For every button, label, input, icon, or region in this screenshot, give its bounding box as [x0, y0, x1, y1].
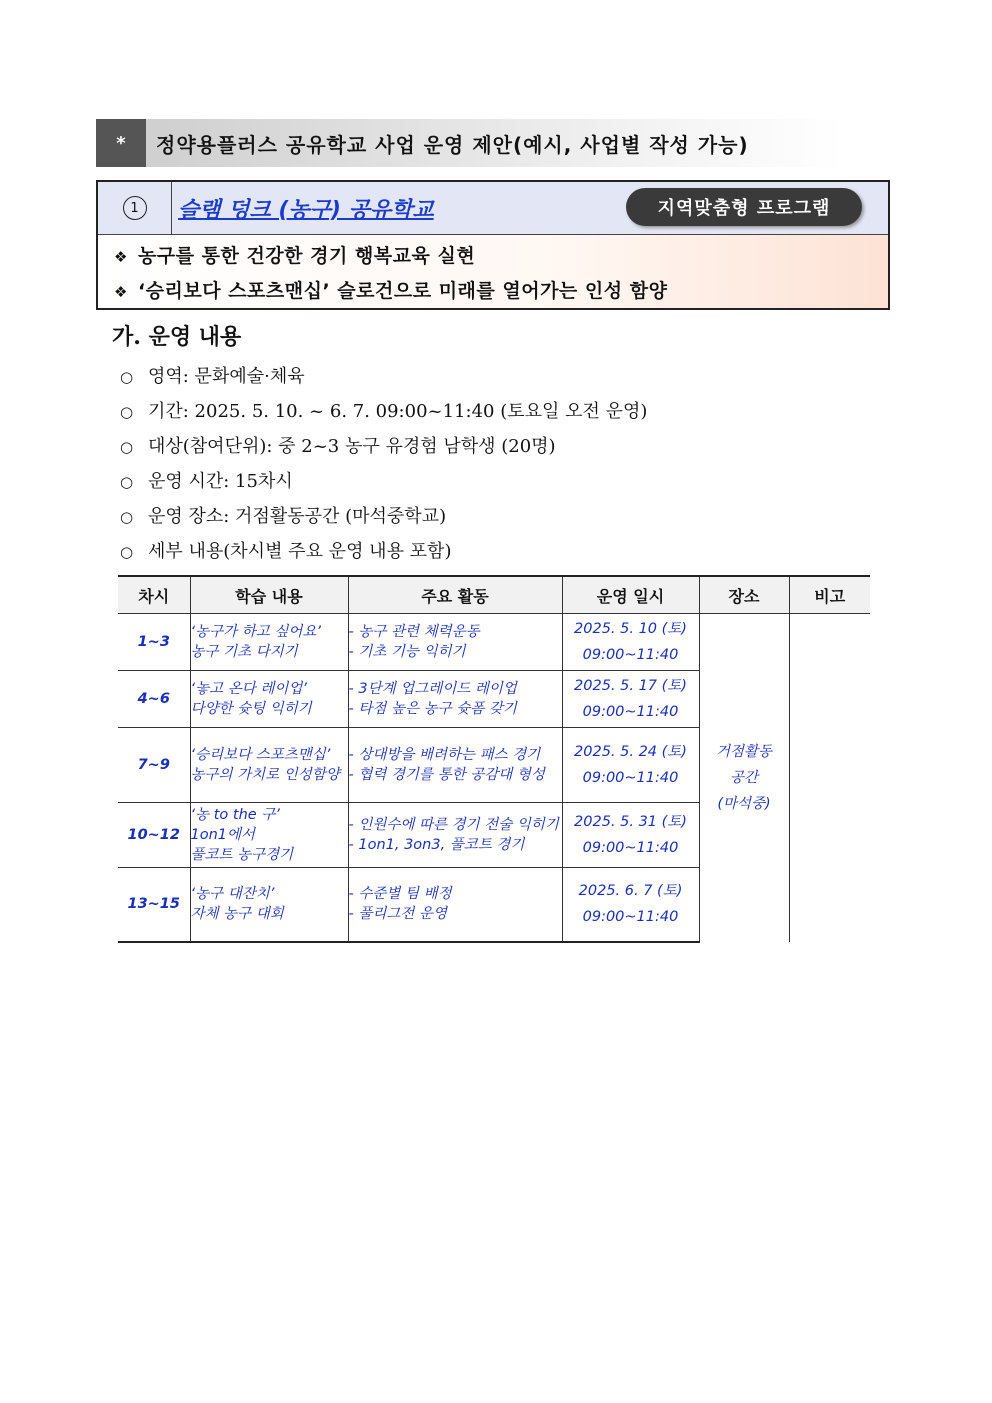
session-cell: 1~3: [118, 614, 190, 671]
program-badge: 지역맞춤형 프로그램: [626, 188, 862, 226]
info-item-place: ○ 운영 장소: 거점활동공간 (마석중학교): [120, 506, 447, 527]
activities-cell: - 인원수에 따른 경기 전술 익히기 - 1on1, 3on3, 풀코트 경기: [348, 803, 562, 868]
activities-cell: - 3단계 업그레이드 레이업 - 타점 높은 농구 슛폼 갖기: [348, 671, 562, 728]
diamond-bullet-icon: ❖: [114, 283, 128, 301]
learn-cell: ‘놓고 온다 레이업’ 다양한 슛팅 익히기: [190, 671, 348, 728]
header-marker: *: [96, 119, 146, 167]
activities-cell: - 농구 관련 체력운동 - 기초 기능 익히기: [348, 614, 562, 671]
program-number: 1: [123, 196, 147, 220]
col-header-session: 차시: [118, 576, 190, 614]
page-title: 정약용플러스 공유학교 사업 운영 제안(예시, 사업별 작성 가능): [146, 119, 842, 167]
col-header-date: 운영 일시: [562, 576, 699, 614]
program-box: [96, 180, 890, 310]
program-goal: ❖ 농구를 통한 건강한 경기 행복교육 실현: [114, 245, 476, 267]
program-title-cell: [172, 182, 888, 234]
col-header-activities: 주요 활동: [348, 576, 562, 614]
learn-cell: ‘농 to the 구’ 1on1에서 풀코트 농구경기: [190, 803, 348, 868]
program-title: 슬램 덩크 (농구) 공유학교: [178, 197, 434, 223]
circle-bullet-icon: ○: [120, 543, 134, 561]
date-cell: 2025. 6. 7 (토) 09:00~11:40: [562, 868, 699, 942]
circle-bullet-icon: ○: [120, 403, 134, 421]
program-goals: [98, 235, 888, 308]
session-cell: 10~12: [118, 803, 190, 868]
activities-cell: - 수준별 팀 배정 - 풀리그전 운영: [348, 868, 562, 942]
learn-cell: ‘농구 대잔치’ 자체 농구 대회: [190, 868, 348, 942]
schedule-table: [118, 575, 870, 943]
date-cell: 2025. 5. 31 (토) 09:00~11:40: [562, 803, 699, 868]
info-item-period: ○ 기간: 2025. 5. 10. ~ 6. 7. 09:00~11:40 (토요일 오전 운영): [120, 401, 648, 422]
session-cell: 4~6: [118, 671, 190, 728]
session-cell: 13~15: [118, 868, 190, 942]
session-cell: 7~9: [118, 728, 190, 803]
circle-bullet-icon: ○: [120, 473, 134, 491]
learn-cell: ‘농구가 하고 싶어요’ 농구 기초 다지기: [190, 614, 348, 671]
date-cell: 2025. 5. 10 (토) 09:00~11:40: [562, 614, 699, 671]
page-header: [96, 119, 842, 167]
table-header-row: [118, 576, 870, 614]
col-header-place: 장소: [699, 576, 789, 614]
circle-bullet-icon: ○: [120, 368, 134, 386]
info-item-target: ○ 대상(참여단위): 중 2~3 농구 유경험 남학생 (20명): [120, 436, 556, 457]
place-cell: 거점활동 공간 (마석중): [699, 614, 789, 942]
col-header-learn: 학습 내용: [190, 576, 348, 614]
date-cell: 2025. 5. 17 (토) 09:00~11:40: [562, 671, 699, 728]
table-row: [118, 614, 870, 671]
date-cell: 2025. 5. 24 (토) 09:00~11:40: [562, 728, 699, 803]
circle-bullet-icon: ○: [120, 438, 134, 456]
col-header-note: 비고: [789, 576, 870, 614]
info-item-area: ○ 영역: 문화예술·체육: [120, 366, 305, 387]
diamond-bullet-icon: ❖: [114, 248, 128, 266]
learn-cell: ‘승리보다 스포츠맨십’ 농구의 가치로 인성함양: [190, 728, 348, 803]
note-cell: [789, 614, 870, 942]
section-heading: 가. 운영 내용: [112, 324, 242, 350]
program-goal: ❖ ‘승리보다 스포츠맨십’ 슬로건으로 미래를 열어가는 인성 함양: [114, 280, 668, 302]
circle-bullet-icon: ○: [120, 508, 134, 526]
info-item-details: ○ 세부 내용(차시별 주요 운영 내용 포함): [120, 541, 452, 562]
program-title-row: [98, 182, 888, 235]
program-number-cell: [98, 182, 172, 234]
activities-cell: - 상대방을 배려하는 패스 경기 - 협력 경기를 통한 공감대 형성: [348, 728, 562, 803]
info-item-hours: ○ 운영 시간: 15차시: [120, 471, 293, 492]
